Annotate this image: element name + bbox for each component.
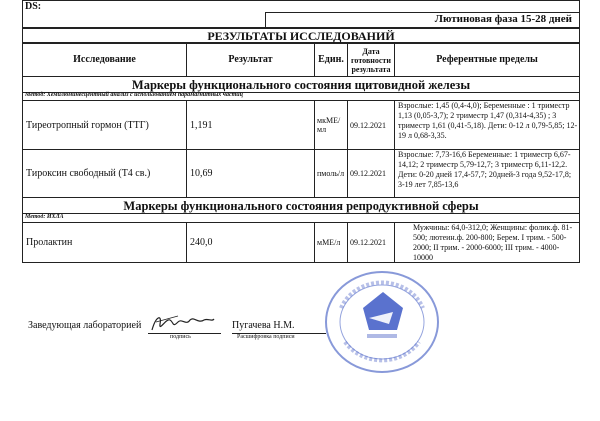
method-thyroid: Метод: Хемилюминесцентный анализ с использованием парамагнитных частиц (25, 92, 243, 98)
ds-label: DS: (25, 1, 42, 12)
section-title-reproductive: Маркеры функционального состояния репродуктивной сферы (22, 197, 580, 214)
col-header-result: Результат (186, 43, 315, 77)
row-prolactin-date: 09.12.2021 (347, 222, 395, 263)
row-prolactin-unit: мМЕ/л (314, 222, 348, 263)
row-tsh-unit: мкМЕ/мл (314, 100, 348, 150)
col-header-unit: Един. (314, 43, 348, 77)
row-t4-ref: Взрослые: 7,73-16,6 Беременные: 1 триместр 6,67-14,12; 2 триместр 5,79-12,7; 3 триместр 6,11-12,2. Дети: 0-20 дней 17,4-57,7; 20дней-3 года 9,52-17,8; 3-19 лет 7,85-13,6 (394, 149, 580, 198)
row-tsh-ref: Взрослые: 1,45 (0,4-4,0); Беременные : 1 триместр 1,13 (0,05-3,7); 2 триместр 1,47 (0,314-4,35) ; 3 триместр 1,61 (0,41-5,18). Дети: 0-12 л 0,79-5,85; 12-19 л 0,68-3,35. (394, 100, 580, 150)
row-t4-date: 09.12.2021 (347, 149, 395, 198)
row-prolactin-name: Пролактин (22, 222, 187, 263)
signature-caption: подпись (170, 334, 191, 340)
head-of-lab-name: Пугачева Н.М. (232, 320, 295, 331)
laboratory-stamp (323, 268, 441, 376)
name-caption: Расшифровка подписи (237, 334, 295, 340)
row-prolactin-ref: Мужчины: 64,0-312,0; Женщины: фолик.ф. 81-500; лютеин.ф. 200-800; Берем. I трим. - 500-2000; II трим. - 2000-6000; III трим. - 4000-10000 (394, 222, 580, 263)
row-t4-value: 10,69 (186, 149, 315, 198)
row-tsh-name: Тиреотропный гормон (ТТГ) (22, 100, 187, 150)
section-title-thyroid: Маркеры функционального состояния щитовидной железы (22, 76, 580, 93)
row-t4-name: Тироксин свободный (Т4 св.) (22, 149, 187, 198)
row-t4-unit: пмоль/л (314, 149, 348, 198)
col-header-ref: Референтные пределы (394, 43, 580, 77)
head-of-lab-label: Заведующая лабораторией (28, 320, 142, 331)
method-reproductive: Метод: ИХЛА (25, 214, 64, 220)
col-header-test: Исследование (22, 43, 187, 77)
col-header-date: Дата готовности результата (347, 43, 395, 77)
cycle-phase: Лютиновая фаза 15-28 дней (434, 13, 572, 25)
row-tsh-date: 09.12.2021 (347, 100, 395, 150)
results-title: РЕЗУЛЬТАТЫ ИССЛЕДОВАНИЙ (22, 28, 580, 43)
row-tsh-value: 1,191 (186, 100, 315, 150)
row-prolactin-value: 240,0 (186, 222, 315, 263)
